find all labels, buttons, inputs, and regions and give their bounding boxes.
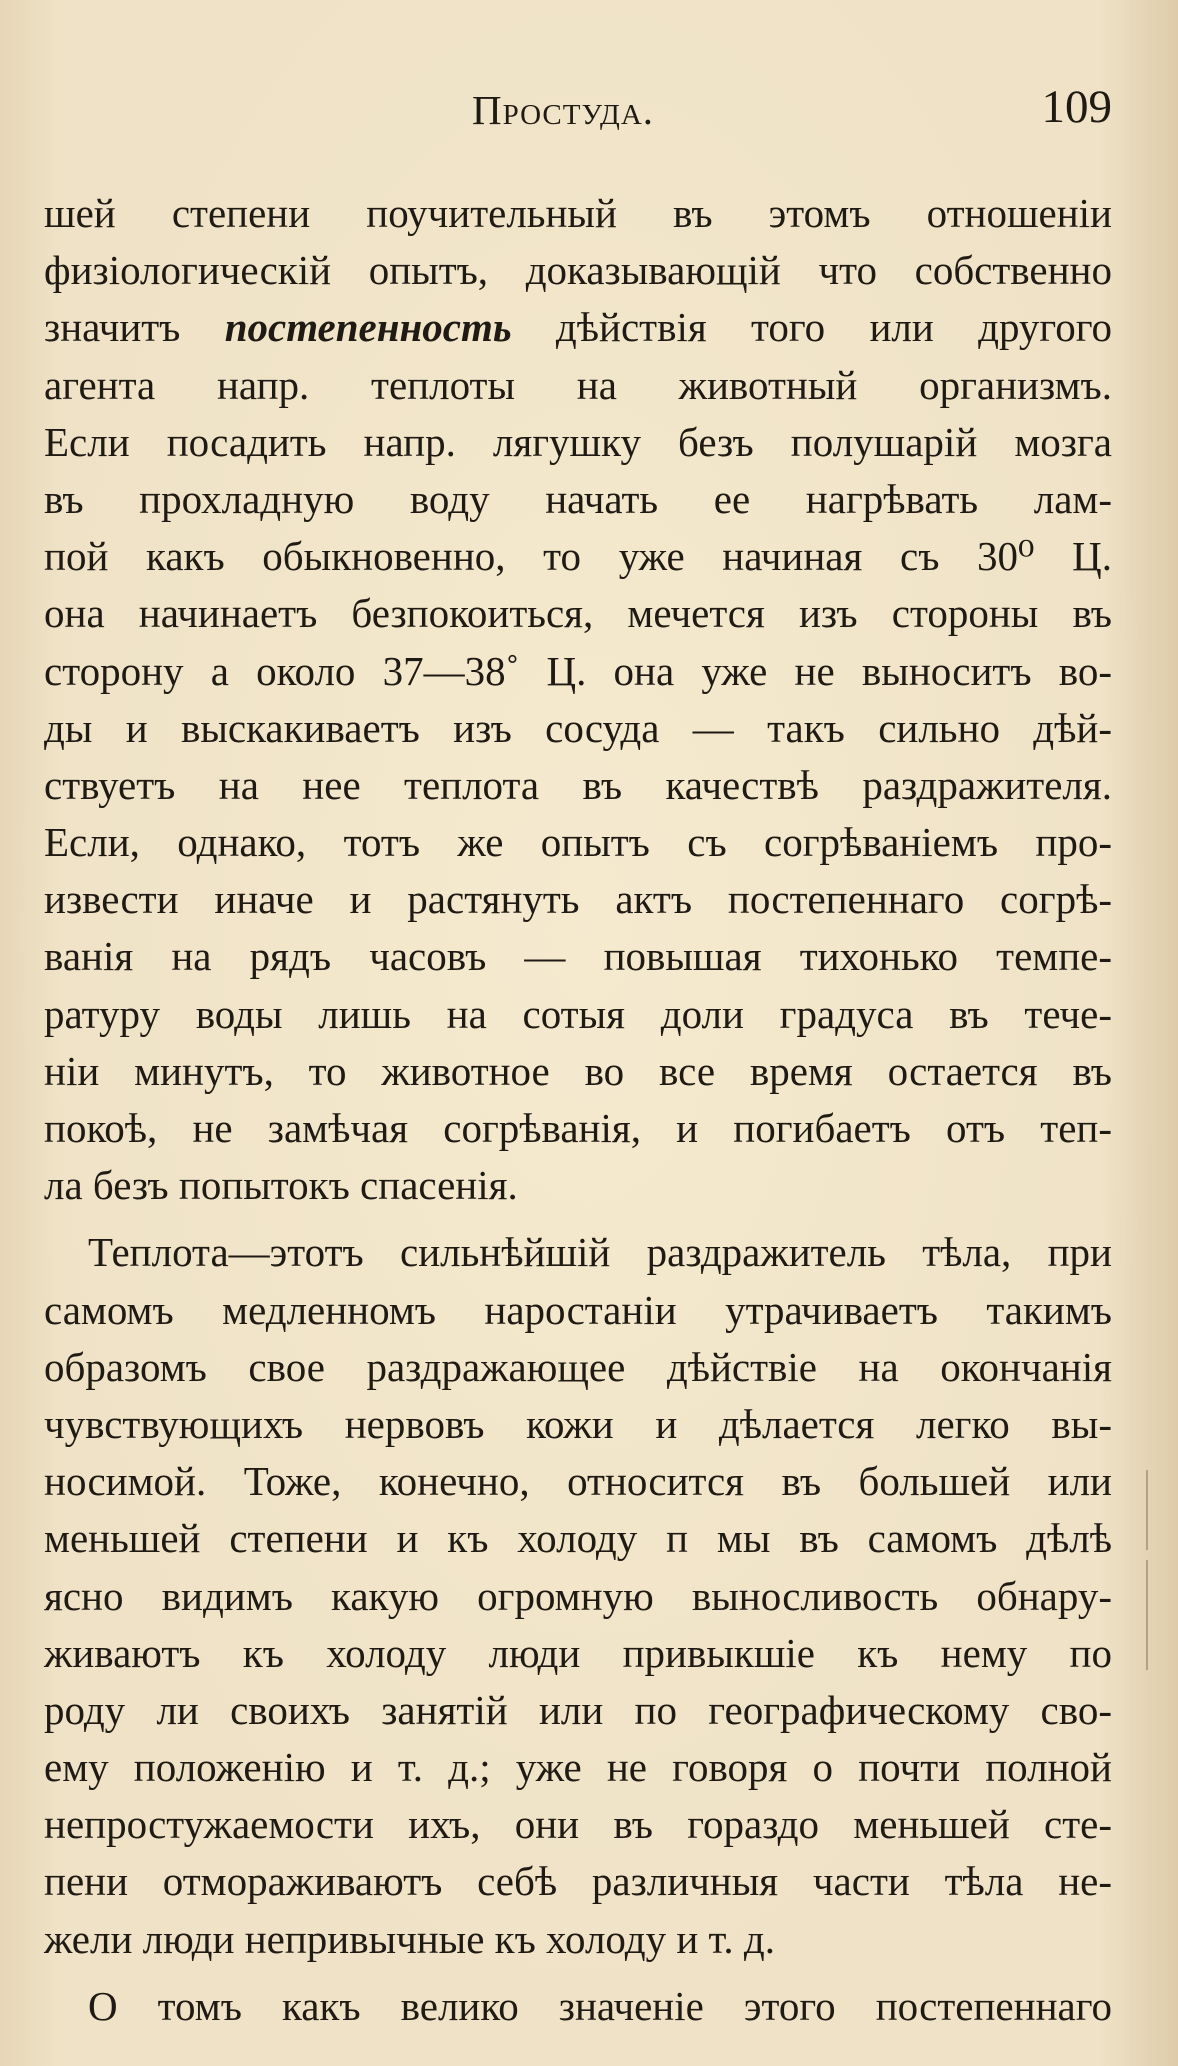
page-edge-mark xyxy=(1146,1560,1148,1670)
text-line: ла безъ попытокъ спасенiя. xyxy=(44,1162,518,1209)
page-edge-mark xyxy=(1146,1470,1148,1550)
text-line: О томъ какъ велико значенiе этого постепеннаго xyxy=(88,1982,1112,2029)
text-line: Если посадить напр. лягушку безъ полушарiй мозга xyxy=(44,418,1112,465)
paragraph-2 xyxy=(44,1224,1112,1967)
text-line: Теплота—этотъ сильнѣйшiй раздражитель тѣла, при xyxy=(88,1229,1112,1276)
text-line: ему положенiю и т. д.; уже не говоря о почти полной xyxy=(44,1744,1112,1791)
text-line: меньшей степени и къ холоду п мы въ самомъ дѣлѣ xyxy=(44,1515,1112,1562)
text-line: нiи минутъ, то животное во все время остается въ xyxy=(44,1047,1112,1094)
text-span: значитъ xyxy=(44,304,181,351)
text-line: пой какъ обыкновенно, то уже начиная съ 30⁰ Ц. xyxy=(44,533,1112,580)
text-line: непростужаемости ихъ, они въ гораздо меньшей сте- xyxy=(44,1801,1112,1848)
running-title: Простуда. xyxy=(472,87,655,133)
text-line: покоѣ, не замѣчая согрѣванiя, и погибаетъ отъ теп- xyxy=(44,1105,1112,1151)
paragraph-1 xyxy=(44,185,1112,1214)
text-line: живаютъ къ холоду люди привыкшiе къ нему по xyxy=(44,1629,1112,1676)
text-line: самомъ медленномъ наростанiи утрачиваетъ такимъ xyxy=(44,1286,1112,1333)
text-line: роду ли своихъ занятiй или по географическому сво- xyxy=(44,1686,1112,1733)
emphasized-word: постепенность xyxy=(224,304,512,351)
text-line: носимой. Тоже, конечно, относится въ большей или xyxy=(44,1458,1112,1505)
text-line: ствуетъ на нее теплота въ качествѣ раздражителя. xyxy=(44,761,1112,808)
text-line: чувствующихъ нервовъ кожи и дѣлается легко вы- xyxy=(44,1400,1112,1447)
text-line: пени отмораживаютъ себѣ различныя части тѣла не- xyxy=(44,1858,1112,1905)
text-line: ванiя на рядъ часовъ — повышая тихонько темпе- xyxy=(44,933,1112,980)
text-line: агента напр. теплоты на животный организмъ. xyxy=(44,361,1112,408)
text-line: Если, однако, тотъ же опытъ съ согрѣванiемъ про- xyxy=(44,819,1112,866)
text-span: дѣйствiя того или другого xyxy=(555,304,1113,351)
text-line: образомъ свое раздражающее дѣйствiе на окончанiя xyxy=(44,1343,1112,1390)
text-line: ратуру воды лишь на сотыя доли градуса въ тече- xyxy=(44,990,1112,1037)
text-line: она начинаетъ безпокоиться, мечется изъ стороны въ xyxy=(44,590,1112,637)
text-line: ды и выскакиваетъ изъ сосуда — такъ сильно дѣй- xyxy=(44,704,1112,751)
text-line xyxy=(44,299,1112,356)
text-line: сторону а около 37—38˚ Ц. она уже не выноситъ во- xyxy=(44,647,1112,694)
text-line: ясно видимъ какую огромную выносливость обнару- xyxy=(44,1572,1112,1619)
text-body xyxy=(44,185,1112,2035)
text-line: шей степени поучительный въ этомъ отношенiи xyxy=(44,190,1112,236)
text-line: физiологическiй опытъ, доказывающiй что собственно xyxy=(44,247,1112,294)
text-line: жели люди непривычные къ холоду и т. д. xyxy=(44,1915,775,1962)
text-line: въ прохладную воду начать ее нагрѣвать лам- xyxy=(44,475,1112,522)
paragraph-3 xyxy=(44,1978,1112,2035)
page-number: 109 xyxy=(1041,81,1112,133)
text-line: извести иначе и растянуть актъ постепеннаго согрѣ- xyxy=(44,876,1112,923)
page-header xyxy=(472,81,1112,146)
